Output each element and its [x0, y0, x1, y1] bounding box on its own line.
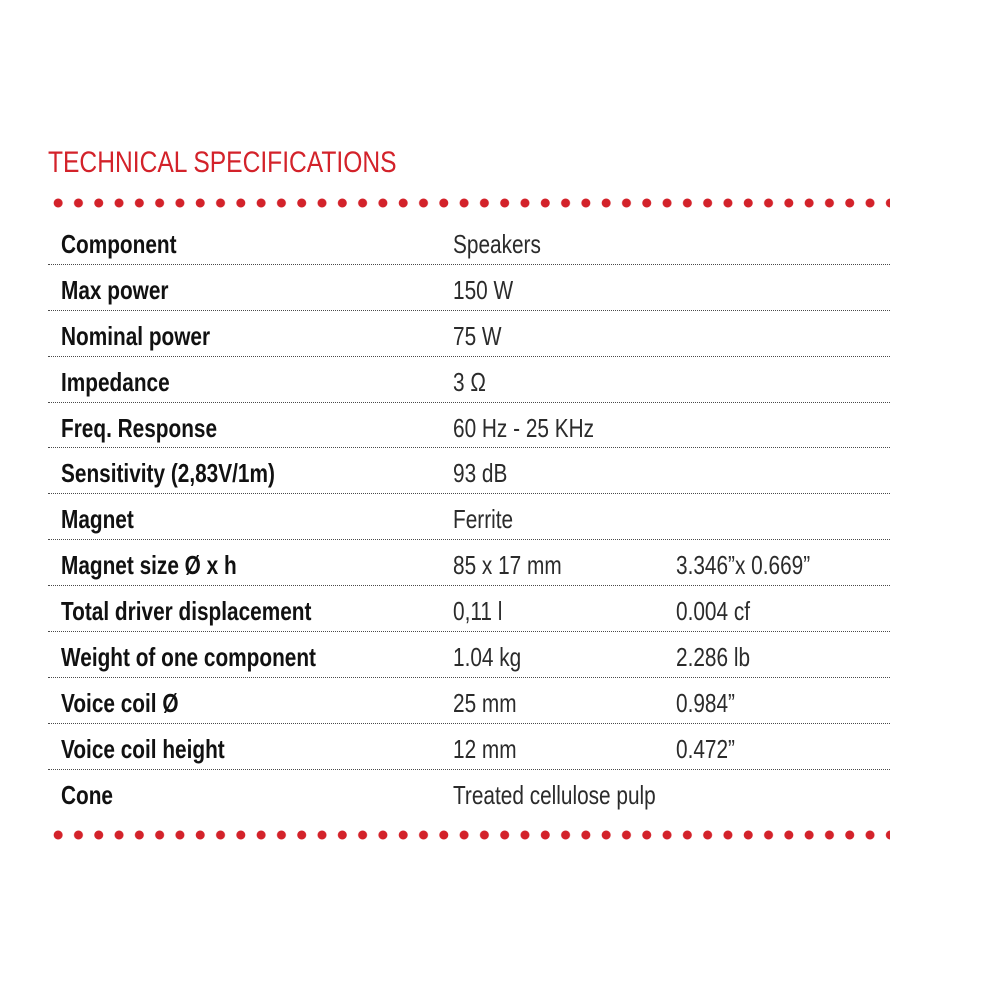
spec-table [48, 219, 890, 816]
spec-imperial-value: 0.984” [676, 687, 735, 718]
page-title: TECHNICAL SPECIFICATIONS [48, 146, 397, 179]
spec-row-nominal-power [48, 311, 890, 357]
spec-label: Nominal power [61, 320, 211, 351]
spec-label: Voice coil Ø [61, 687, 179, 718]
spec-row-max-power [48, 265, 890, 311]
spec-value: 1.04 kg [453, 642, 522, 673]
spec-label: Sensitivity (2,83V/1m) [61, 458, 275, 489]
spec-value: 150 W [453, 274, 514, 305]
spec-row-sensitivity [48, 448, 890, 494]
spec-label: Max power [61, 274, 169, 305]
spec-label: Voice coil height [61, 733, 225, 764]
spec-row-weight [48, 632, 890, 678]
spec-label: Freq. Response [61, 412, 218, 443]
spec-value: 93 dB [453, 458, 508, 489]
spec-imperial-value: 2.286 lb [676, 642, 751, 673]
spec-row-voice-coil [48, 678, 890, 724]
spec-value: 75 W [453, 320, 502, 351]
spec-imperial-value: 0.004 cf [676, 596, 751, 627]
spec-value: Ferrite [453, 504, 514, 535]
spec-row-voice-coil-height [48, 724, 890, 770]
spec-value: 85 x 17 mm [453, 550, 562, 581]
spec-value: 3 Ω [453, 366, 486, 397]
spec-label: Magnet [61, 504, 134, 535]
spec-row-cone [48, 770, 890, 816]
spec-imperial-value: 3.346”x 0.669” [676, 550, 811, 581]
spec-row-component [48, 219, 890, 265]
spec-value: 12 mm [453, 733, 517, 764]
spec-value: Speakers [453, 229, 541, 259]
spec-label: Component [61, 229, 177, 259]
spec-value: 25 mm [453, 687, 517, 718]
spec-label: Total driver displacement [61, 596, 312, 627]
spec-value: 60 Hz - 25 KHz [453, 412, 595, 443]
bottom-dotted-divider [48, 830, 890, 840]
spec-label: Cone [61, 779, 113, 810]
spec-row-freq-response [48, 403, 890, 449]
spec-value: Treated cellulose pulp [453, 779, 656, 810]
top-dotted-divider [48, 198, 890, 208]
spec-value: 0,11 l [453, 596, 503, 627]
spec-label: Magnet size Ø x h [61, 550, 237, 581]
spec-row-displacement [48, 586, 890, 632]
spec-row-magnet-size [48, 540, 890, 586]
spec-label: Impedance [61, 366, 170, 397]
spec-label: Weight of one component [61, 642, 316, 673]
spec-row-impedance [48, 357, 890, 403]
spec-sheet [48, 138, 890, 840]
spec-row-magnet [48, 494, 890, 540]
spec-imperial-value: 0.472” [676, 733, 735, 764]
